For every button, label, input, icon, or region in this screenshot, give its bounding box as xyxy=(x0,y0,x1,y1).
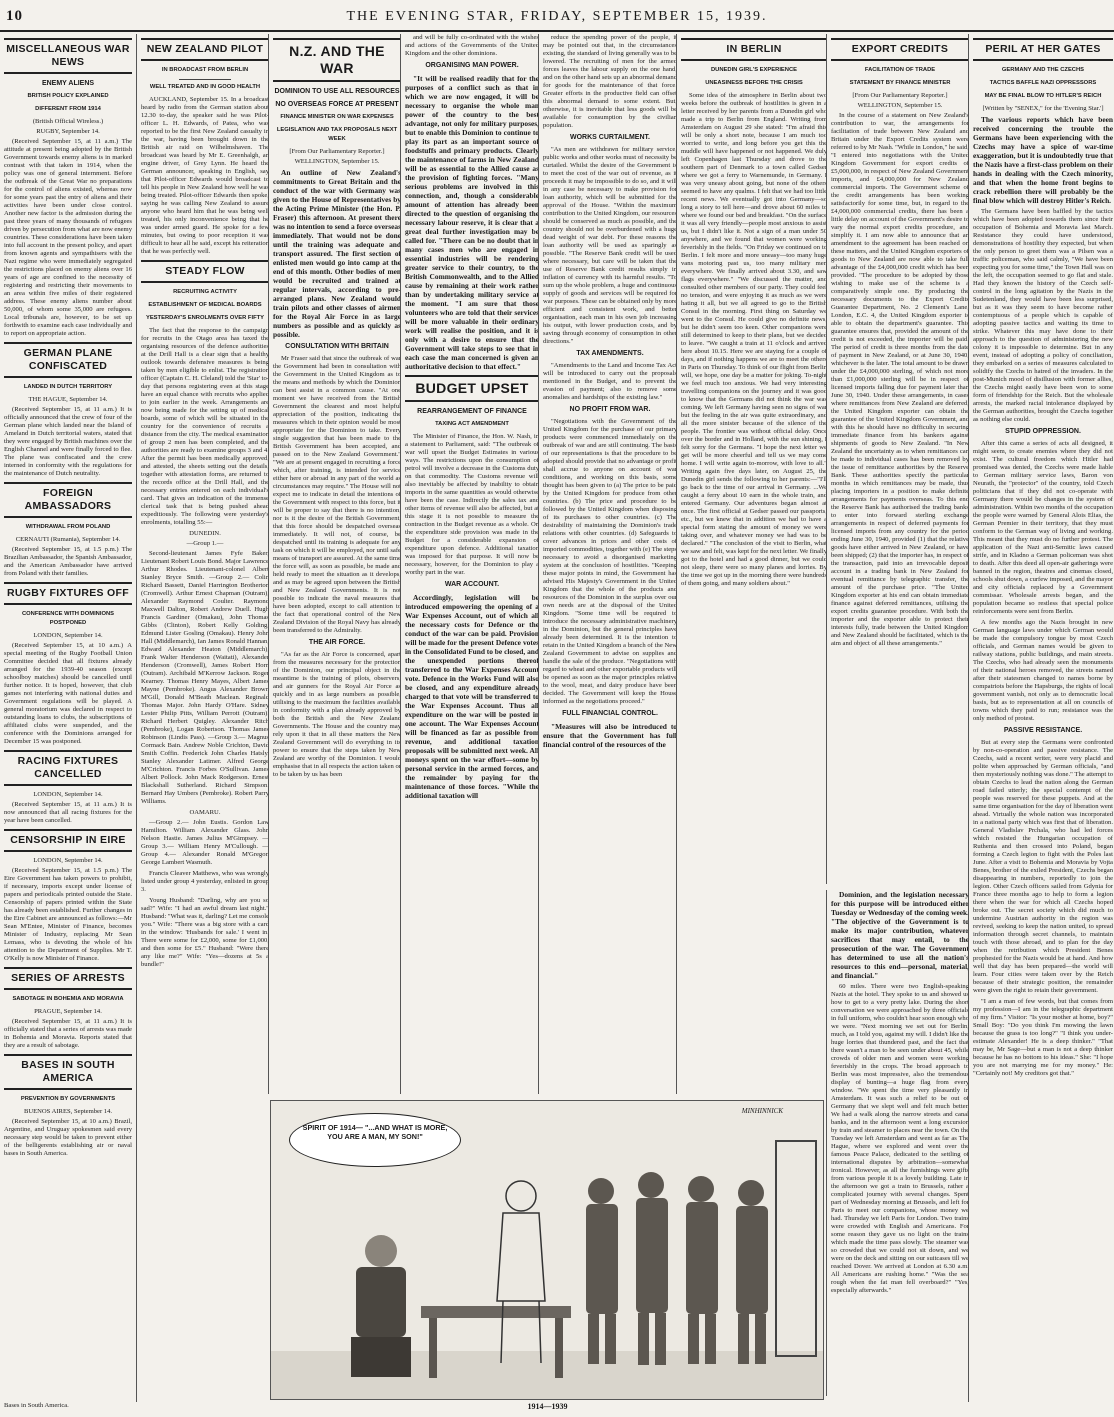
subheading: IN BROADCAST FROM BERLIN xyxy=(161,67,249,73)
article-body: The Germans have been baffled by the tactics which have been adopted towards them since their occupation of Bohemia and Moravia last March. Resistance they could have understood, demonstrations of hostility they expected, but when the only person to greet them was a Pilsen was a traffic policeman, who said calmly, "We have been expecting you for some time," the Town Hall was on the left, the occupation seemed to go flat and stale. Had they known the history of the Czech self-control in the long agitation by the Nazis in the Sudetenland, they would have been less surprised, but as it was they seem to have become rather contemptuous of a people which is capable of adopting passive tactics and waiting its time to strike. Whatever this may have done to their approach to the question of administering the new colony it is impossible to determine. But in any event, instead of adopting a policy of conciliation, they embarked on a series of measures calculated to solidify the Czechs in hatred of the invaders. In the post-Munich mood of disillusion with former allies, the Czechs might easily have been won to some form of friendship for the Reich. But the wholesale arrests, the marked racial intolerance displayed by the German authorities, brought the Czechs together as nothing else could. xyxy=(973,208,1113,423)
cartoon-caption: 1914—1939 xyxy=(527,1402,568,1411)
article-body: (Received September 15, at 10 a.m.) Brazil, Argentine, and Uruguay spokesmen said every necessary step would be taken to prevent either of the belligerents establishing air or naval bases in South America. xyxy=(4,1118,132,1157)
subheading: YESTERDAY'S ENROLMENTS OVER FIFTY xyxy=(145,315,265,321)
subheading: WITHDRAWAL FROM POLAND xyxy=(25,524,111,530)
column-in-berlin-continued xyxy=(826,890,969,1396)
column-in-berlin xyxy=(676,34,827,1094)
credit: [From Our Parliamentary Reporter.] xyxy=(289,148,385,155)
subheading: LEGISLATION AND TAX PROPOSALS NEXT WEEK xyxy=(276,127,398,142)
column-peril-at-her-gates xyxy=(968,34,1113,1402)
article-lead: An outline of New Zealand's commitments to Great Britain and the conduct of the war with Germany was given to the House of Representatives by the Acting Prime Minister (the Hon. P. Fraser) this afternoon. At present there was no intention to send a force overseas immediately. That would not be done until the training was adequate and transport assured. The first section of enlisted men would go into camp at the end of this month. Other bodies of men would be recruited and trained at regular intervals, according to pre-arranged plans. New Zealand would train pilots and other classes of airmen for the Royal Air Force in as large numbers as possible and as quickly as possible. xyxy=(273,168,401,339)
article-headline: FOREIGN AMBASSADORS xyxy=(4,482,132,518)
article-body: AUCKLAND, September 15. In a broadcast heard by radio from the German station about 12.30 to-day, the speaker said he was Pilot-officer L. H. Edwards, of Patea, who was reported to be the first New Zealand casualty in the war, having been brought down in the British air raid on Wilhelmshaven. The broadcast was heard by Mr E. Greenhalgh, an engine driver, of Grey Lynn. He heard the German announcer, speaking in English, say that Pilot-officer Edwards would broadcast to tell his people in New Zealand how well he was being treated. Pilot-officer Edwards then spoke, saying he was calling New Zealand to assure anyone who heard him that he was being well treated, his only inconvenience being that he was under armed guard. He spoke for a few minutes, but owing to poor reception it was difficult to hear all he said, except his reiteration that he was perfectly well. xyxy=(141,96,269,255)
article-body: and will be fully co-ordinated with the wishes and actions of the Governments of the United Kingdom and the other dominions. xyxy=(405,34,539,57)
place-heading: DUNEDIN. xyxy=(189,530,221,537)
article-lead: The various reports which have been received concerning the trouble the Germans have been experiencing with the Czechs may have a spice of war-time exaggeration, but it is undoubtedly true that the Nazis have a first-class problem on their hands in dealing with the Czech minority, and that when the home front begins to crack rebellion there will probably be the final blow which will destroy Hitler's Reich. xyxy=(973,115,1113,205)
dateline: BUENOS AIRES, September 14. xyxy=(23,1108,113,1115)
subheading: RECRUITING ACTIVITY xyxy=(173,289,237,295)
section-heading: EXPORT CREDITS xyxy=(831,38,969,61)
subheading: DOMINION TO USE ALL RESOURCES xyxy=(274,88,400,95)
subheading: FACILITATION OF TRADE xyxy=(864,67,936,73)
article-body: "It will be realised readily that for the purposes of a conflict such as that in which we are now engaged, it will be necessary to organise the whole man power of the country to the best advantage, not only for military purposes, but to enable this Dominion to continue to play its part as an important source of foodstuffs and primary products. Clearly the maintenance of farms in New Zealand will be as essential to the Allied cause as the provision of fighting forces. "Many serious problems are involved in this connection, and, though a considerable amount of attention has already been directed to the question of organising the necessary labour reserve, it is clear that a great deal further investigation may be called for. "There can be no doubt that in many cases men who are engaged in essential industries will be rendering greater service to their country, to the British Commonwealth, and to the Allied cause by remaining at their work rather than by undertaking military service at the moment. "I am sure that those volunteers who are told that their services will be more valuable in their ordinary work will realise the position, and it is only with a desire to ensure that the Government will take steps to see that in each case the man concerned is given an authoritative decision to that effect." xyxy=(405,74,539,371)
article-headline: RACING FIXTURES CANCELLED xyxy=(4,750,132,786)
article-body: "As far as the Air Force is concerned, apart from the measures necessary for the protection of the Dominion, our principal object in the meantime is the training of pilots, observers, and air gunners for the Royal Air Force as quickly and in as large numbers as possible, utilising to the maximum the facilities available in conformity with a plan already approved by both the British and the New Zealand Governments. The House and the country may rely upon it that in all these matters the New Zealand Government will do everything in its power to ensure that the steps taken by New Zealand are worthy of the Dominion. I would emphasise that in all respects the action taken or to be taken by us has been xyxy=(273,651,401,778)
subheading: ESTABLISHMENT OF MEDICAL BOARDS xyxy=(148,302,262,308)
article-body: But at every step the Germans were confronted by non-co-operation and passive resistance. The Czechs, said a recent writer, were very placid and polite when approached by German officials, "and then mysteriously nothing was done." The attempt to obtain Czechs to lead the nation along the German road failed utterly; the special contempt of the people was reserved for these puppets. And at the same time organisation for the day of liberation went ahead. Virtually the whole nation was incorporated in a national party which was first that of liberation. General Vladislav Prchala, who had led forces which resisted the Hungarian occupation of Ruthenia and then crossed into Poland, began forming a Czech legion to fight with the Poles last June. After a visit to Bohemia and Moravia by Vojta Benes, brother of the exiled President, Czechs began disappearing in numbers, reportedly to join the legion. Other Czech officers sailed from Gdynia for France three months ago to help to form a legion there when the war for which all Czechs hoped broke out. The secret society which did much to undermine Austrian authority in the region was revived, seeking to keep the nation united, to spread information through secret channels, to maintain touch with those abroad, and to plan for the day when the retribution which President Benes prophesied for the Nazis would be at hand. And how well that day has been prepared—the world will learn. Four cities were taken over by the Reich because of their strategic position, the remainder were given the right to retain their government. xyxy=(973,739,1113,994)
dateline: THE HAGUE, September 14. xyxy=(28,396,108,403)
divider xyxy=(179,79,230,80)
dateline: WELLINGTON, September 15. xyxy=(294,158,380,165)
subheading: REARRANGEMENT OF FINANCE xyxy=(417,408,527,415)
article-headline: THE AIR FORCE. xyxy=(308,639,366,646)
newspaper-title: THE EVENING STAR, FRIDAY, SEPTEMBER 15, 1939. xyxy=(346,9,768,24)
article-body: Dominion, and the legislation necessary for this purpose will be introduced either Tuesday or Wednesday of the coming week. "The objective of the Government is to make its major contribution, whatever sacrifices that may entail, to the prosecution of the war. The Government has determined to use all the nation's resources to this end—personal, material, and financial." xyxy=(831,890,969,980)
article-body: (Received September 15, at 11 a.m.) It is officially announced that the crew of four of the German plane which landed near the Island of Ameland in Dutch territorial waters, stated that they were engaged by British machines over the English Channel and were finally forced to flee. The plane was confiscated and the crew interned in conformity with the regulations for the maintenance of Dutch neutrality. xyxy=(4,406,132,477)
column-works-curtailment xyxy=(538,34,677,1094)
article-body: Some idea of the atmosphere in Berlin about two weeks before the outbreak of hostilities is given in a letter received by her parents from a Dunedin girl who made a trip to Berlin from England. Writing from Amsterdam on August 29 she stated: "I'm afraid this will be only a short note, because I am much too worried to write, and long before you get this the muddle will have happened or not happened. We duly left Copenhagen last Thursday and drove to the southern part of Denmark to a town called Gedser where we got a ferry to Warnemunde, in Germany. I was very uneasy about going, but none of the others seemed to have any qualms. I felt that we had too little recent news. We eventually got into Germany—so long a story to tell here—and drove about 60 miles to where we found our bed and breakfast. "On the surface it was all very friendly—people most anxious to assist us, but I didn't like it. Not a sign of a man under 50 anywhere, and we found that women were working feverishly in the fields. "On Friday we continued on to Berlin. I felt more and more uneasy—too many huge vans motoring past us, too many military men everywhere. We finally arrived about 3.30, and saw flags everywhere." "We discussed the matter, and consulted other members of our party. They could feel no tension, and were enjoying it as much as we were hating it all, but we all agreed to go to the British Consul in the morning. First thing on Saturday we went to the Consul. He could give no definite news, but he didn't seem too keen. Other companions were still determined to keep to their plans, but we decided to leave. "We caught a train at 11 o'clock and arrived here about 10.15. Here we are staying for a couple of days, and if nothing happens we are to meet the others in Paris on Thursday. To think of our flight from Berlin will, we hope, one day be a matter for joking. To-night we feel much too anxious. We had very interesting travelling companions on the journey and it was good to know that the Germans did not think the war was coming. We left Germany having seen no signs of war but the feeling in the air was quite extraordinary, and all the more sinister because of the silence of the people. The frontier was without official delay. Once over the border and in Holland, with the sun shining, I felt sorry for the Germans. "I hope the next letter we get will be more cheerful and tell us we may come home. I will write again to-morrow, with love to all." Writing again five days later, on August 25, the Dunedin girl sends the following to her parents:—"I'll go back to the time of our arrival in Germany. ...We caught a ferry about 10 earn in the whole train, and entered Germany. Our adventures began almost at once. The first official at Gedser passed our passports, etc., but we knew that in addition we had to have a special form stating the amount of money we were taking over, and whatever money we had was to be declared." "The conclusion of the visit to Berlin, what we saw and felt, was kept for the next letter. We finally got to the hotel and had a good dinner, but we could not sleep, there were so many planes and lorries. By the time we got up in the morning there were hundreds of them going, and many soldiers about." xyxy=(681,92,827,587)
article-body: After this came a series of acts all designed, it might seem, to create enemies where they did not exist. The cultural freedom which Hitler had promised was denied, the Czechs were made liable to German military service laws, Baron von Neurath, the "protector" of the country, told Czech politicians that if they did not co-operate with Germany there would be changes in the system of administration. Within two months of the occupation the people were warned by General Alois Elias, the German Premier in their territory, that they must conform to the German way of living and working. This meant that they must do no further protest. The application of the Nazi anti-Semitic laws caused strife, and in Kladno a German policeman was shot to death. After this deed all open-air gatherings were banned in the region, theatres and cinemas closed, schools shut down, a curfew imposed, and the mayor and city officials replaced by a Government commissar. Wholesale arrests began, and the population became so restless that special police reinforcements were sent from Berlin. xyxy=(973,440,1113,615)
subheading: UNEASINESS BEFORE THE CRISIS xyxy=(705,80,803,86)
article-headline: FULL FINANCIAL CONTROL. xyxy=(562,710,658,717)
article-body: 60 miles. There were two English-speaking Nazis at the hotel. They spoke to us and showed us how to get to a very pretty lake. During the short conversation we were approached by three officials in full uniform, who couldn't hear soon enough who we were. "Next morning we set out for Berlin, much, as I told you, against my will. I didn't like the huge lorries that thundered past, and the fact that there wasn't a man to be seen under about 45, while crowds of older men and women were working feverishly in the crops. The broad approach to Berlin was most impressive, also the tremendous display of bunting—a huge flag from every window. "We spent the time very pleasantly in Amsterdam. It was such a relief to be out of Germany that we slept well and felt much better. We had a walk along the narrow streets and canal banks, and in the afternoon went a long excursion by train and steamer to places near the town. On the Tuesday we left Amsterdam and went as far as The Hague, where we explored and went over the famous Peace Palace, dedicated to the settling of international disputes by arbitration—somewhat ironical. However, as all the furnishings were gifts from various people it is a lovely building. Late in the afternoon we got a train to Brussels, rather a complicated journey with several changes. Spent part of Wednesday morning at Brussels, and left for Paris to meet our companions, whose money we had. Thursday we left Paris for London. Two trains were crowded with English and Americans. For some reason they gave us no light on the trains which made the time pass slowly. The steamer was so crowded that we could not sit down, and we were on the deck and sitting on our suitcases till we reached Dover. We arrived at London at 6.30 a.m. All Americans are rushing home." "Was the sea rough when the fat man fell overboard?" "Yes, especially afterwards." xyxy=(831,983,969,1294)
filler-joke: Young Husband: "Darling, why are you so sad?" Wife: "I had an awful dream last night." Husband: "What was it, darling? Let me console you." Wife: "There was a big store with a card in the window: 'Husbands for sale.' I went in. There were some for £2,000, some for £1,000, and then some for £5." Husband: "Were there any like me?" Wife: "Yes—dozens at 5s a bundle!" xyxy=(141,897,269,968)
article-body: (Received September 15, at 11 a.m.) It is officially stated that a series of arrests was made in Bohemia and Moravia. Reports stated that they are a result of sabotage. xyxy=(4,1018,132,1049)
article-body: The Minister of Finance, the Hon. W. Nash, in a statement to Parliament, said: "The outbreak of war will upset the Budget Estimates in various ways. The restrictions upon the consumption of petrol will involve a decrease in the Customs duty on that commodity. The Customs revenue will also inevitably be affected by inability to obtain imports in the same quantities as would otherwise have been the case. Indirectly the sales tax and other items of revenue will also be affected, but at this stage it is not possible to measure the contraction in the Budget revenue as a whole. On the expenditure side provision was made in the Budget for a considerable expansion of expenditure upon defence. Additional taxation was imposed for that purpose. It will now be necessary, however, for the Dominion to play a worthy part in the war. xyxy=(405,433,539,576)
article-body: "Measures will also be introduced to ensure that the Government has full financial control of the resources of the xyxy=(543,722,677,749)
page-number: 10 xyxy=(6,8,23,24)
subheading: BRITISH POLICY EXPLAINED xyxy=(27,93,109,99)
subheading: MAY BE FINAL BLOW TO HITLER'S REICH xyxy=(984,93,1102,99)
credit: [From Our Parliamentary Reporter.] xyxy=(852,92,948,99)
article-headline: RUGBY FIXTURES OFF xyxy=(4,582,132,605)
article-headline: ENEMY ALIENS xyxy=(41,80,95,87)
article-body: "Amendments to the Land and Income Tax Act will be introduced to carry out the proposals mentioned in the Budget, and to prevent the evasion of payment; also to remove some anomalies and hardships of the existing law." xyxy=(543,362,677,401)
section-heading: IN BERLIN xyxy=(681,38,827,61)
section-heading: NEW ZEALAND PILOT xyxy=(141,38,269,61)
subheading: PREVENTION BY GOVERNMENTS xyxy=(20,1096,116,1102)
article-headline: NO PROFIT FROM WAR. xyxy=(569,406,651,413)
article-headline: CONSULTATION WITH BRITAIN xyxy=(285,343,389,350)
section-heading: MISCELLANEOUS WAR NEWS xyxy=(4,38,132,74)
masthead xyxy=(0,0,1114,32)
article-body: (Received September 15, at 11 a.m.) The attitude at present being adopted by the British Government towards enemy aliens is in marked contrast with that taken in 1914, when the policy was one of general internment. Before the outbreak of the Great War no preparations for the control of aliens existed, whereas now for some years past the entry of aliens and their activities have been under close control. Another new factor is the admission during the past three years of many thousands of refugees driven by persecution from what are now enemy countries. These considerations have been taken into full account in the present policy, and apart from known agents and sympathisers with the Nazi regime who were immediately segregated the restrictions placed on enemy aliens over 16 years of age are confined to the necessity of registering and restricting their movements to an area within five miles of their registered address. These enemy aliens number about 50,000, of whom some 35,000 are refugees. Local tribunals are, however, to be set up forthwith to examine each case individually and to report on appropriate action. xyxy=(4,138,132,337)
article-headline: PASSIVE RESISTANCE. xyxy=(1003,727,1083,734)
article-headline: TAX AMENDMENTS. xyxy=(576,350,644,357)
column-nz-and-the-war xyxy=(268,34,401,1094)
dateline: CERNAUTI (Rumania), September 14. xyxy=(15,536,121,543)
article-body: A few months ago the Nazis brought in new German language laws under which German would be made the compulsory tongue by most Czech officials, and German names would be given to railway stations, public buildings, and main streets. The Czechs, who had already seen the monuments of their national heroes removed, the streets named after their statesmen changed to names borne by compatriots before the Hapsburgs, the rights of local government vanish, not only as to democratic local basis, but as to representation at all on councils of towns which they paid to run; resistance was the only method of protest. xyxy=(973,619,1113,722)
subheading: FINANCE MINISTER ON WAR EXPENSES xyxy=(280,114,394,120)
subheading: TACTICS BAFFLE NAZI OPPRESSORS xyxy=(989,80,1097,86)
column-miscellaneous-war-news xyxy=(4,34,132,1402)
section-heading: N.Z. AND THE WAR xyxy=(273,38,401,82)
article-body: (Received September 15, at 1.5 p.m.) The Eire Government has taken powers to prohibit, if necessary, imports except under license of papers and periodicals printed outside the State. Censorship of papers printed within the State has already been established. Further changes in the Eire Cabinet are announced as follows:—Mr Sean M'Entee, Minister of Finance, becomes Minister of Industry, replacing Mr Sean Lemass, who is devoting the whole of his attention to the Department of Supplies. Mr T. O'Kelly is now Minister of Finance. xyxy=(4,867,132,962)
enrolment-list: —Group 2.— John Eustis. Gordon Law Hamilton. William Alexander Glass. John Nelson Hastie. James Julius M'Gimpsey. —Group 3.— William Henry M'Cullough. —Group 4.— Alexander Ronald M'Gregor. George Lambert Wasmuth. xyxy=(141,819,269,866)
dateline: LONDON, September 14. xyxy=(33,632,103,639)
article-body: (Received September 15, at 11 a.m.) It is now announced that all racing fixtures for the year have been cancelled. xyxy=(4,801,132,824)
cartoon-quote: SPIRIT OF 1914— "...AND WHAT IS MORE, YOU ARE A MAN, MY SON!" xyxy=(302,1123,448,1141)
article-body: "As men are withdrawn for military service, public works and other works must of necessity be curtailed. Whilst the desire of the Government is to meet the cost of the war out of revenue, as it proceeds it may be impossible to do so, and it will in any case be necessary to make provision for loan authority, which will be submitted for the approval of the House. "Within the maximum contribution to the United Kingdom, our resources should be conserved as much as possible, and the country should not be overburdened with a huge dead weight of war debt. For these reasons the loan authority will be used as sparingly as possible. "The Reserve Bank credit will be used where necessary, but care will be taken that the use of Reserve Bank credit results simply in inflation of currency with its harmful results. "To sum up the whole problem, a huge and continuous supply of goods and services will be required for war purposes. These can be obtained only by more efficient and consistent work, and better organisation, each man in his own job increasing his output, with lower production costs, and by saving through economy of consumption in other directions." xyxy=(543,146,677,345)
article-body: Francis Cleaver Matthews, who was wrongly listed under group 4 yesterday, enlisted in group 3. xyxy=(141,870,269,893)
subheading: STATEMENT BY FINANCE MINISTER xyxy=(849,80,951,86)
enrolment-list: Second-lieutenant James Fyfe Baker, Lieutenant Robert Louis Bond. Major Lawrence Arthur Rhodes. Lieutenant-colonel Albert Stanley Bryce Smith. —Group 2.— Colin Richard Bassett, Daniel Harrington Brotherton (Cromwell). Arthur Ernest Chapman (Outram), Alexander Raymond Coulter. Raymond Maxwell Dalton, Robert Andrew Duell. Hugh Francis Gardiner (Omakau), John Thomas Gibbs (Clinton), Robert Kelly Golding, Edmund Lister Gosling (Omakau). Henry John Hall (Middlemarch), Ian James Ronald Hannan, Edward Alexander Heaton (Middlemarch), Frank Walter Henderson (Waitati), Alexander Henderson (Cromwell), James Robert Horn (Outram). Archibald M'Kerrow Jackson. Roger Kearney. Thomas Henry Mayes, Albert James Mayne (Pembroke). Angus Alexander Brown M'Gill, Donald M'Beath Maclean. Reginald Thomas Major. John Hardy O'Hare. Sidney Lester Philip Pitts, William Perrott (Outram). Richard Herbert Quigley. Alexander Ritch (Pembroke), Logan Robertson. Thomas James Robinson (Lindis Pass). —Group 3.— Magnus Cormack Bain. Andrew Noble Crichton, David Smith Coffin. Frederick John Charles Hatsly. Stanley Alexander Latimer. Alfred George M'Crichton. Francis Forbes O'Sullivan. James Albert Pollock. John Mack Rodgerson. Ernest Blackshall Sutherland. Richard Simpson. Bernard Hay Umbers (Pembroke). Robert Parry Williams. xyxy=(141,550,269,805)
political-cartoon xyxy=(270,1100,824,1400)
article-headline: SERIES OF ARRESTS xyxy=(4,967,132,990)
place-heading: OAMARU. xyxy=(189,809,221,816)
dateline: PRAGUE, September 14. xyxy=(34,1008,102,1015)
subheading: TAXING ACT AMENDMENT xyxy=(435,421,509,427)
article-headline: BASES IN SOUTH AMERICA xyxy=(4,1054,132,1090)
dateline: LONDON, September 14. xyxy=(33,857,103,864)
subheading: NO OVERSEAS FORCE AT PRESENT xyxy=(275,101,399,108)
subheading: GERMANY AND THE CZECHS xyxy=(1001,67,1085,73)
article-headline: CENSORSHIP IN EIRE xyxy=(4,829,132,852)
subheading: DUNEDIN GIRL'S EXPERIENCE xyxy=(710,67,798,73)
article-body: The fact that the response to the campaign for recruits in the Otago area has taxed the organising resources of the defence authorities at the Drill Hall is a clear sign that a healthy outlook towards defensive measures is being taken by men eligible to enlist. The registration officer (Captain C. H. Cleland) told the 'Star' to-day that persons registering even at this stage have an equal chance with recruits who applied to join earlier in the week. Arrangements are now being made for the setting up of medical boards, some of which will be situated in the country for the convenience of recruits a distance from the city. The medical examination of group 2 men has been completed, and the authorities are ready to examine groups 3 and 4. After the permit has been medically approved, and attested, the sheets setting out the details, together with attestation forms, are returned to the records office at the Drill Hall, and the necessary entries entered on each individual's card. That gives an indication of the immense clerical task that is being pushed ahead expeditiously. The following were yesterday's enrolments, totalling 55:— xyxy=(141,327,269,526)
credit: (British Official Wireless.) xyxy=(32,118,104,125)
article-headline: GERMAN PLANE CONFISCATED xyxy=(4,342,132,378)
group-heading: —Group 1.— xyxy=(186,540,224,547)
subheading: LANDED IN DUTCH TERRITORY xyxy=(23,384,113,390)
article-body: reduce the spending power of the people, it may be pointed out that, in the circumstances existing, the standard of living generally was to be lowered. The recruiting of men for the armed forces leaves the labour supply on the one hand, and on the other hand sets up an abnormal demand for goods for the maintenance of that force. Greater efforts in the productive field can offset this abnormal demand to some extent. But, otherwise, it is inevitable that less goods will be available for consumption by the civilian population. xyxy=(543,34,677,129)
dateline: RUGBY, September 14. xyxy=(36,128,100,135)
article-body: (Received September 15, at 1.5 p.m.) The Brazilian Ambassador, the Spanish Ambassador, and the American Ambassador have arrived from Poland with their families. xyxy=(4,546,132,577)
footer-text: Bases in South America. xyxy=(4,1402,69,1409)
article-body: (Received September 15, at 10 a.m.) A special meeting of the Rugby Football Union Committee decided that all fixtures already arranged for the 1939-40 season (except schoolboy matches) should be cancelled until further notice. It is hoped, however, that club games not interfering with national duties and Government regulations will be played. A general moratorium was declared in respect to outstanding loans to clubs, the subscriptions of affiliated clubs were suspended, and the conference with the Dominions arranged for December 15 was postponed. xyxy=(4,642,132,745)
dateline: LONDON, September 14. xyxy=(33,791,103,798)
dateline: WELLINGTON, September 15. xyxy=(857,102,943,109)
article-body: Mr Fraser said that since the outbreak of war the Government had been in consultation with the Government in the United Kingdom as to the means and methods by which the Dominion can best assist in a common cause. "At one moment we have received from the British Government the clearest and most helpful appreciation of the position, indicating the measures which in their opinion would be most appropriate for the Dominion to take. Every single suggestion that has been made to the British Government has been accepted, and passed on to the New Zealand Government." "We are at present engaged in recruiting a force which, after training, is intended for service either here or abroad in any part of the world as circumstances may require." The House will not expect me to indicate in detail the intentions of the Government with respect to this force, but it will be proper to say that there is no intention, nor is it the desire of the British Government, that this force should be despatched overseas immediately. It will not, of course, be despatched until its training is adequate for any task on which it will be employed, nor until safe means of transport are assured. At the same time the force will, as soon as possible, be made and held ready to meet the situation as it develops, and as may be agreed upon between the British and New Zealand Governments. It is not possible to indicate the naval measures that have been adopted, except to call attention to the fact that operational control of the New Zealand Division of the Royal Navy has already been transferred to the Admiralty. xyxy=(273,355,401,634)
column-export-credits xyxy=(826,34,969,884)
credit: [Written by "SENEX," for the 'Evening Star.'] xyxy=(982,105,1104,112)
article-body: In the course of a statement on New Zealand's contribution to war, the arrangements for facilitation of trade between New Zealand and Britain under the Export Credits system were referred to by Mr Nash. "While in London," he said, "I entered into negotiations with the United Kingdom Government for export credits of £5,000,000, in respect of New Zealand Government imports, and £4,000,000 for New Zealand commercial imports. The Government scheme of the credit arrangements has been working satisfactorily for some time, but, in regard to the £4,000,000 commercial credits, there has been a little delay on account of the Government's desire to vary the normal export credits procedure, and simplify it. I am now able to announce that an amendment to the agreement has been reached on these matters, and the United Kingdom exporters of goods to New Zealand are now able to take full advantage of the £4,000,000 credit which has been provided. "The procedure to be adopted by those wishing to make use of the scheme is a comparatively simple one. By producing the necessary documents to the Export Credits Guarantee Department, No. 2 Clement's Lane, London, E.C. 4, the United Kingdom exporter is able to obtain the department's guarantee. This guarantee ensures that, provided the amount of the credit is not exceeded, the importer will be paid. The period of credit is three months from the date of payment in New Zealand, or at June 30, 1940, whichever is the later. The total amount to be drawn under the £4,000,000 sterling, of which not more than £1,000,000 sterling will be in respect of licensed imports falling due for payment later than June 30, 1940. Under these arrangements, in cases where remittances from New Zealand are deferred, the United Kingdom exporter can obtain the guarantee of the United Kingdom Government, and with this he should have no difficulty in securing immediate finance from his bankers against shipments of goods to New Zealand. "In New Zealand the uncertainty as to when remittances can be made to individual cases has been removed by the issue of remittance authorities by the Reserve Bank. These authorities specify the particular months in which remittances may be made, thus placing importers in a position to make definite arrangements for payments overseas. To this end the Reserve Bank has authorised the trading banks to enter into forward sterling exchange arrangements in respect of deferred payments for licensed imports from any country for the period ending June 30, 1940, provided (1) that the relative goods have either arrived in New Zealand, or have been shipped; (2) that the importer has, in respect of the transaction, paid into an irrevocable deposit account in a trading bank in New Zealand for eventual remittance by telegraphic transfer, the amount of the purchase price. "The United Kingdom exporter at his end can obtain immediate finance against deferred remittances, utilising the export credits guarantee procedure. With both the importer and the exporter able to protect their interests fully, trade between the United Kingdom and New Zealand should be facilitated, which is the aim and object of all these arrangements." xyxy=(831,112,969,647)
article-headline: ORGANISING MAN POWER. xyxy=(425,62,519,69)
article-body: "Negotiations with the Government of the United Kingdom for the purchase of our primary products were commenced immediately on the outbreak of war and are still continuing. The basis of our representations is that the procedure to be adopted should provide that no advantage or profit shall accrue to anyone on account of war conditions, and working on this basis, some thought has been given to (a) The price to be paid by the United Kingdom for produce from other countries. (b) The price and procedure to be followed by the United Kingdom when disposing of its purchases to other countries. (c) The desirability of maintaining the Dominion's trade relations with other countries. (d) Safeguards to cover advances in prices and other costs of imported commodities, together with (e) The steps necessary to avoid a disorganised marketing system at the conclusion of hostilities. "Keeping these major points in mind, the Government has advised His Majesty's Government in the United Kingdom that the whole of the products and resources of the Dominion in the surplus over our own needs are at the disposal of the United Kingdom. "Some time will be required to introduce the necessary administrative machinery in the Dominion, but the general principles have already been determined. It is the intention to retain in the United Kingdom a branch of the New Zealand Government to advise on supplies and handle the sale of the produce. "Negotiations with regard to wheat and other exportable products will be opened as soon as the major principles relative to the wool, meat, and dairy produce have been decided. The Government will keep the House informed as the negotiations proceed." xyxy=(543,418,677,705)
column-budget-upset xyxy=(400,34,539,1094)
article-body: Accordingly, legislation will be introduced empowering the opening of a War Expenses Account, out of which all the necessary costs for Defence or the conduct of the war can be paid. Provision will be made for the present Defence votes in the Consolidated Fund to be closed, and the unexpended portions thereof transferred to the War Expenses Account vote. Defence in the Works Fund will also be closed, and any expenditure already charged to that vote will be transferred to the War Expenses Account. Thus all expenditure on the war will be posted in one account. The War Expenses Account will be financed as far as possible from revenue, and additional taxation proposals will be submitted next week. All moneys spent on the war effort—some by personal service in the armed forces, and the remainder by paying for the maintenance of those forces. "While the additional taxation will xyxy=(405,593,539,800)
subheading: SABOTAGE IN BOHEMIA AND MORAVIA xyxy=(12,996,124,1002)
filler-jokes: "I am a man of few words, but that comes from my profession—I am in the telegraphic department of my firm." Visitor: "Is your mother at home, boy?" Small Boy: "Do you think I'm mowing the lawn because the grass is too long?" "I think you under-estimate Alexander! He is a deep thinker." "That may be, Mr Sage—but a man is not a deep thinker because he has no bottom to his ideas." She: "I hope you are not marrying me for my money." He: "Certainly not! My creditors got that." xyxy=(973,998,1113,1077)
article-headline: WORKS CURTAILMENT. xyxy=(570,134,650,141)
subheading: DIFFERENT FROM 1914 xyxy=(35,106,101,112)
section-heading: PERIL AT HER GATES xyxy=(973,38,1113,61)
subheading: WELL TREATED AND IN GOOD HEALTH xyxy=(149,84,261,90)
article-headline: STUPID OPPRESSION. xyxy=(1005,428,1081,435)
article-headline: BUDGET UPSET xyxy=(405,375,539,402)
article-headline: WAR ACCOUNT. xyxy=(444,581,500,588)
column-new-zealand-pilot xyxy=(136,34,269,1402)
article-headline: STEADY FLOW xyxy=(141,260,269,283)
subheading: CONFERENCE WITH DOMINIONS POSTPONED xyxy=(21,611,115,626)
cartoonist-signature: MINHINNICK xyxy=(741,1107,783,1115)
